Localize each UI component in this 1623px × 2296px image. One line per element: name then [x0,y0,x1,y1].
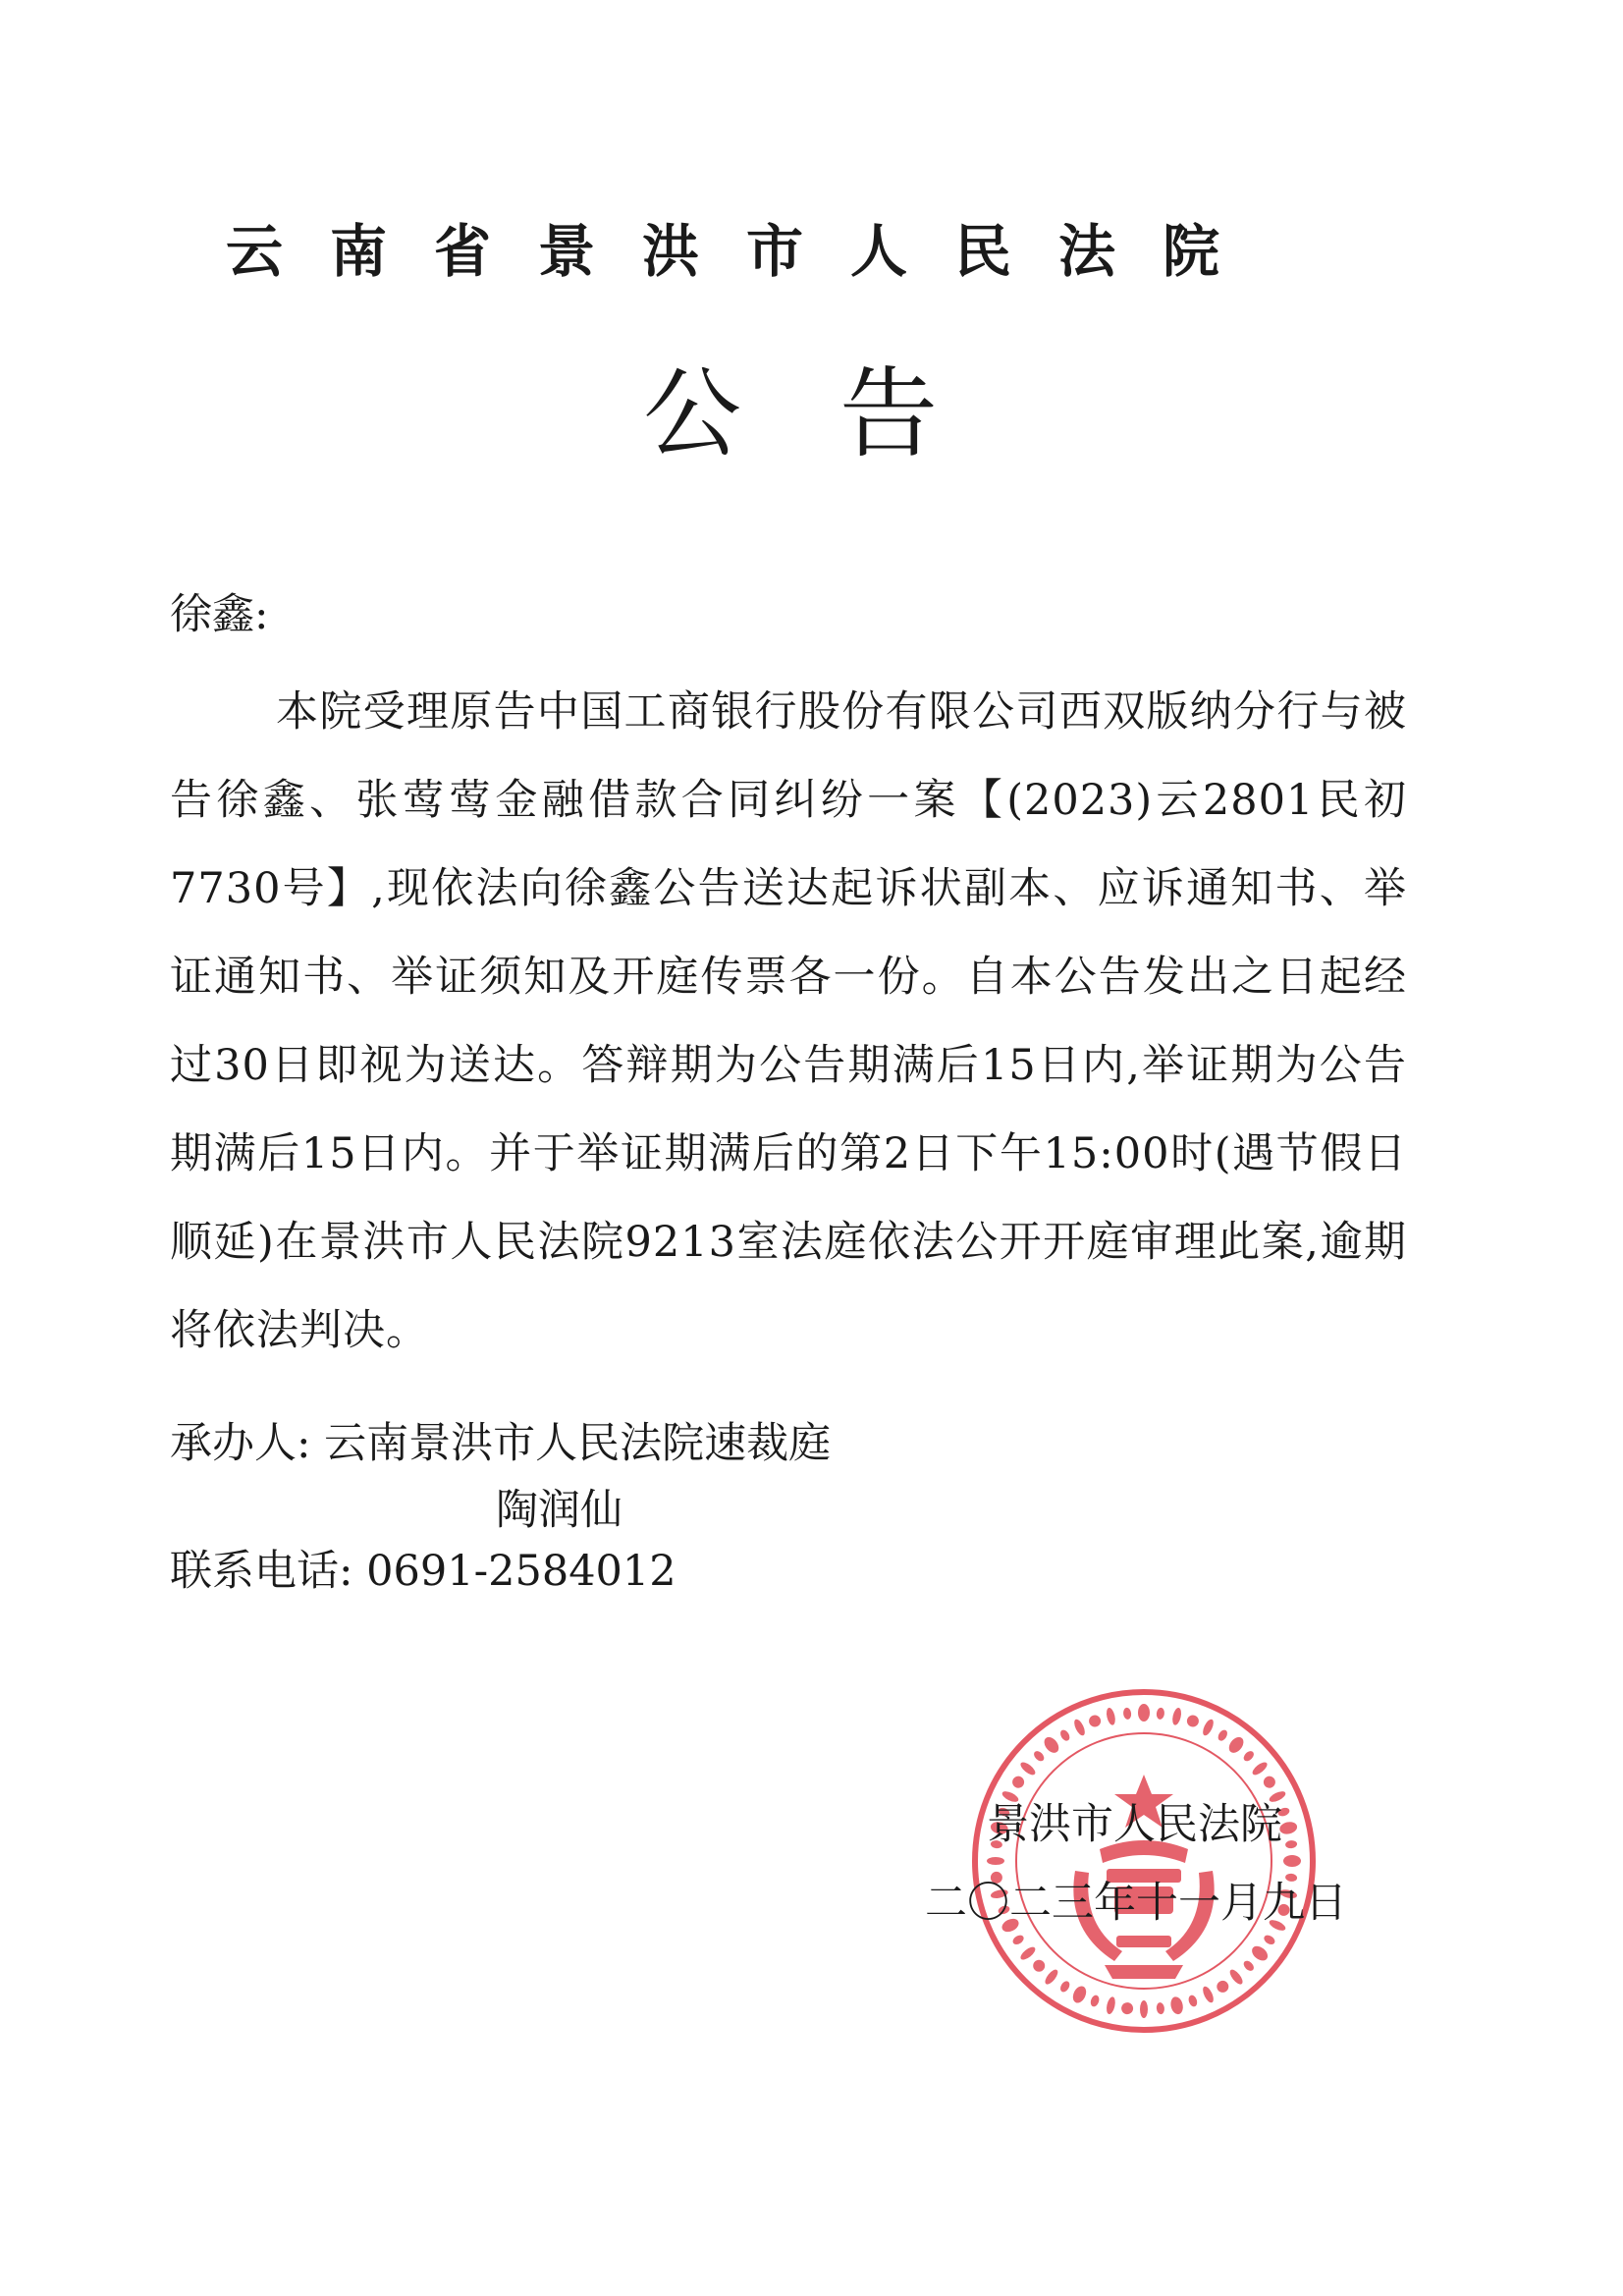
notice-body: 本院受理原告中国工商银行股份有限公司西双版纳分行与被告徐鑫、张莺莺金融借款合同纠纷一案【(2023)云2801民初7730号】,现依法向徐鑫公告送达起诉状副本、应诉通知书、举证通知书、举证须知及开庭传票各一份。自本公告发出之日起经过30日即视为送达。答辩期为公告期满后15日内,举证期为公告期满后15日内。并于举证期满后的第2日下午15:00时(遇节假日顺延)在景洪市人民法院9213室法庭依法公开开庭审理此案,逾期将依法判决。 [170,687,1407,1355]
court-name-heading: 云南省景洪市人民法院 [226,218,1268,285]
official-court-seal-icon [967,1684,1321,2038]
handler-line: 承办人: 云南景洪市人民法院速裁庭 [170,1419,832,1468]
signing-date: 二〇二三年十一月九日 [925,1879,1347,1928]
handler-name: 陶润仙 [496,1486,622,1535]
addressee: 徐鑫: [170,590,269,639]
document-title: 公告 [643,356,1036,471]
contact-phone-line: 联系电话: 0691-2584012 [170,1547,676,1596]
signing-court: 景洪市人民法院 [987,1800,1282,1849]
